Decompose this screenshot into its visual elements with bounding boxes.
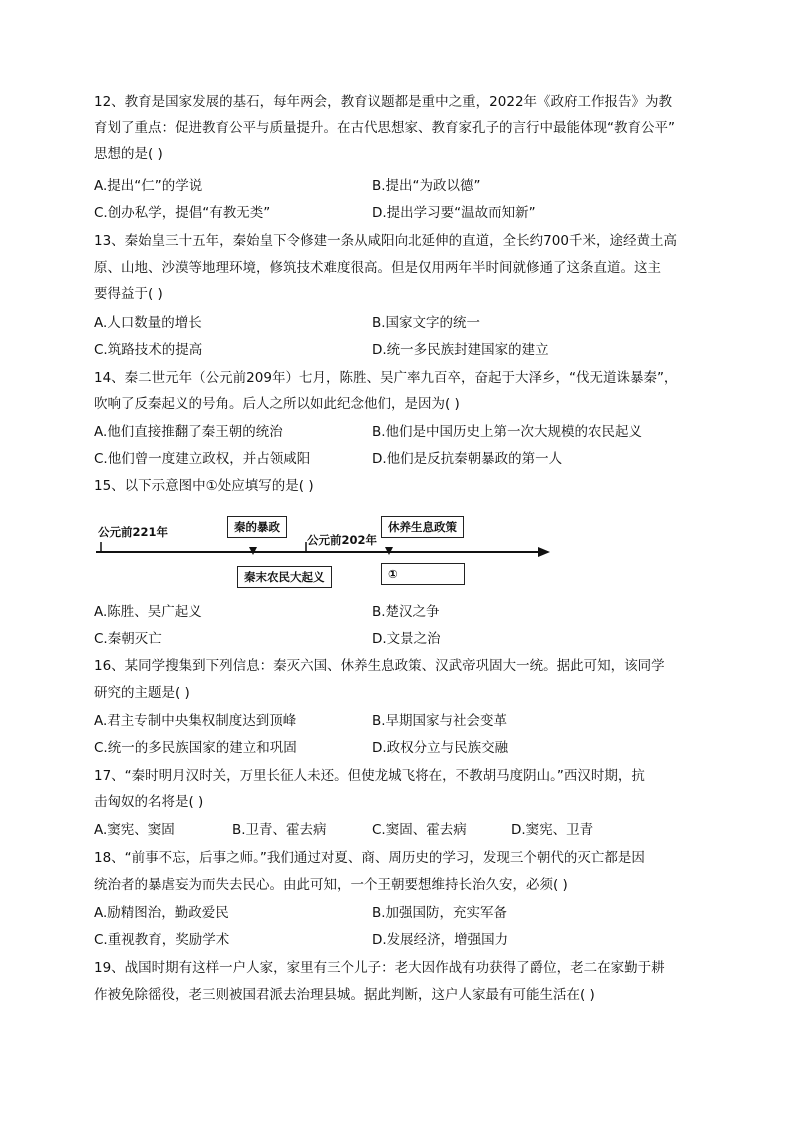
question-13-line-3: 要得益于( ): [94, 286, 163, 302]
question-18-option-a: A.励精图治，勤政爱民: [94, 905, 229, 921]
question-15-option-b: B.楚汉之争: [372, 604, 440, 620]
timeline-box-qin-tyranny: 秦的暴政: [227, 516, 287, 538]
question-14-line-2: 吹响了反秦起义的号角。后人之所以如此纪念他们，是因为( ): [94, 396, 460, 412]
question-17-option-a: A.窦宪、窦固: [94, 822, 175, 838]
question-14-option-d: D.他们是反抗秦朝暴政的第一人: [372, 451, 563, 467]
question-18-line-2: 统治者的暴虐妄为而失去民心。由此可知，一个王朝要想维持长治久安，必须( ): [94, 877, 568, 893]
question-12-line-2: 育划了重点：促进教育公平与质量提升。在古代思想家、教育家孔子的言行中最能体现“教育公平”: [94, 120, 675, 136]
question-12-option-d: D.提出学习要“温故而知新”: [372, 205, 536, 221]
question-16-option-c: C.统一的多民族国家的建立和巩固: [94, 740, 297, 756]
question-18-option-b: B.加强国防，充实军备: [372, 905, 508, 921]
question-12-option-b: B.提出“为政以德”: [372, 178, 481, 194]
question-12-option-c: C.创办私学，提倡“有教无类”: [94, 205, 271, 221]
question-17-line-1: 17、“秦时明月汉时关，万里长征人未还。但使龙城飞将在，不教胡马度阴山。”西汉时期，抗: [94, 768, 645, 784]
timeline-label-221bc: 公元前221年: [98, 525, 169, 539]
question-13-option-d: D.统一多民族封建国家的建立: [372, 342, 549, 358]
question-15-line-1: 15、以下示意图中①处应填写的是( ): [94, 478, 314, 494]
question-15-option-d: D.文景之治: [372, 631, 441, 647]
question-12-line-3: 思想的是( ): [94, 146, 163, 162]
question-17-option-c: C.窦固、霍去病: [372, 822, 467, 838]
question-17-option-d: D.窦宪、卫青: [511, 822, 594, 838]
timeline-box-uprising: 秦末农民大起义: [237, 566, 332, 588]
question-14-option-c: C.他们曾一度建立政权，并占领咸阳: [94, 451, 311, 467]
question-14-option-a: A.他们直接推翻了秦王朝的统治: [94, 424, 283, 440]
question-16-line-1: 16、某同学搜集到下列信息：秦灭六国、休养生息政策、汉武帝巩固大一统。据此可知，该同学: [94, 658, 665, 674]
question-18-line-1: 18、“前事不忘，后事之师。”我们通过对夏、商、周历史的学习，发现三个朝代的灭亡都是因: [94, 850, 645, 866]
question-13-option-a: A.人口数量的增长: [94, 315, 202, 331]
question-18-option-c: C.重视教育，奖励学术: [94, 932, 230, 948]
question-16-line-2: 研究的主题是( ): [94, 685, 190, 701]
question-13-option-c: C.筑路技术的提高: [94, 342, 203, 358]
question-14-option-b: B.他们是中国历史上第一次大规模的农民起义: [372, 424, 643, 440]
question-13-line-2: 原、山地、沙漠等地理环境，修筑技术难度很高。但是仅用两年半时间就修通了这条直道。这主: [94, 260, 661, 276]
question-13-option-b: B.国家文字的统一: [372, 315, 481, 331]
question-16-option-d: D.政权分立与民族交融: [372, 740, 509, 756]
question-17-line-2: 击匈奴的名将是( ): [94, 794, 204, 810]
question-12-option-a: A.提出“仁”的学说: [94, 178, 203, 194]
question-14-line-1: 14、秦二世元年（公元前209年）七月，陈胜、吴广率九百卒，奋起于大泽乡，“伐无道诛暴秦”，: [94, 370, 678, 386]
question-16-option-a: A.君主专制中央集权制度达到顶峰: [94, 713, 297, 729]
question-19-line-2: 作被免除徭役，老三则被国君派去治理县城。据此判断，这户人家最有可能生活在( ): [94, 987, 595, 1003]
question-13-line-1: 13、秦始皇三十五年，秦始皇下令修建一条从咸阳向北延伸的直道，全长约700千米，途经黄土高: [94, 233, 677, 249]
question-19-line-1: 19、战国时期有这样一户人家，家里有三个儿子：老大因作战有功获得了爵位，老二在家勤于耕: [94, 960, 665, 976]
timeline-box-recuperation: 休养生息政策: [381, 516, 464, 538]
question-15-option-c: C.秦朝灭亡: [94, 631, 162, 647]
timeline-label-202bc: 公元前202年: [307, 533, 378, 547]
question-15-option-a: A.陈胜、吴广起义: [94, 604, 202, 620]
question-17-option-b: B.卫青、霍去病: [232, 822, 327, 838]
question-18-option-d: D.发展经济，增强国力: [372, 932, 509, 948]
question-12-line-1: 12、教育是国家发展的基石，每年两会，教育议题都是重中之重，2022年《政府工作报告》为教: [94, 94, 673, 110]
question-16-option-b: B.早期国家与社会变革: [372, 713, 508, 729]
timeline-box-blank: ①: [381, 563, 465, 585]
timeline-diagram: [94, 510, 564, 595]
